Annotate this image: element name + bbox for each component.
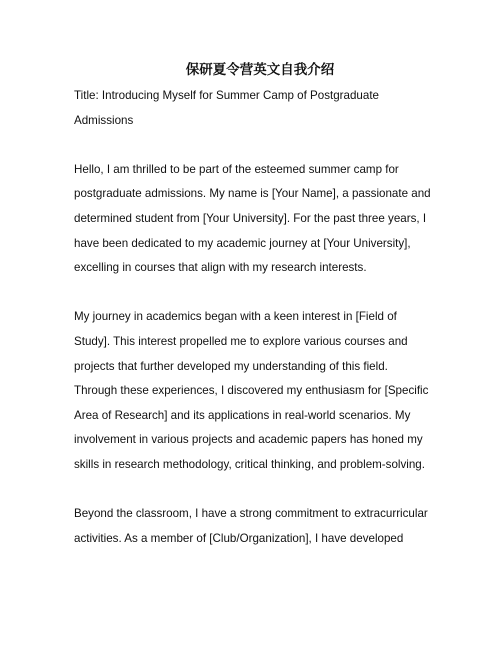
paragraph-intro: Hello, I am thrilled to be part of the esteemed summer camp for postgraduate admissions. My name is [Your Name], a passionate and determined student from [Your University]. For the past three years, I have been dedicated to my academic journey at [Your University], excelling in courses that align with my research interests. <box>74 162 431 275</box>
paragraph-extracurricular: Beyond the classroom, I have a strong commitment to extracurricular activities. As a member of [Club/Organization], I have developed <box>74 507 428 545</box>
document-page <box>74 60 434 551</box>
paragraph-spacer <box>74 133 434 158</box>
paragraph-academics: My journey in academics began with a keen interest in [Field of Study]. This interest propelled me to explore various courses and projects that further developed my understanding of this field. Through these experiences, I discovered my enthusiasm for [Specific Area of Research] and its applications in real-world scenarios. My involvement in various projects and academic papers has honed my skills in research methodology, critical thinking, and problem-solving. <box>74 310 429 471</box>
paragraph-spacer <box>74 478 434 503</box>
paragraph-spacer <box>74 281 434 306</box>
document-heading: 保研夏令营英文自我介绍 <box>185 62 335 78</box>
title-line: Title: Introducing Myself for Summer Camp of Postgraduate Admissions <box>74 89 379 127</box>
